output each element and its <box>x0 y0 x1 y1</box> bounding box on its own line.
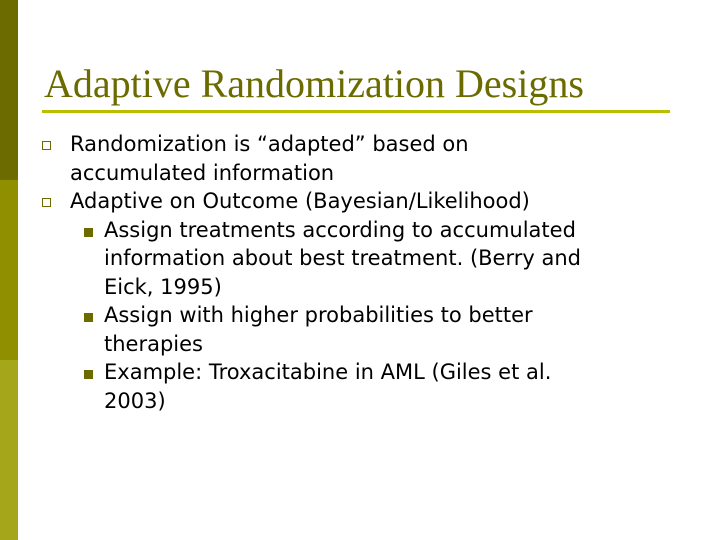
filled-square-bullet-icon <box>84 370 93 379</box>
sub-bullet-text: Assign treatments according to accumulated information about best treatment. (Berry and Eick, 1995) <box>104 217 581 299</box>
title-underline <box>42 110 670 113</box>
bullet-item <box>40 130 680 187</box>
sub-bullet-text: Assign with higher probabilities to better therapies <box>104 303 533 356</box>
sidebar-stripe-top <box>0 0 18 180</box>
bullet-text: Randomization is “adapted” based on accumulated information <box>70 132 469 185</box>
hollow-square-bullet-icon <box>42 141 51 150</box>
sub-bullet-text: Example: Troxacitabine in AML (Giles et al. 2003) <box>104 360 552 413</box>
sub-bullet-item <box>40 301 680 358</box>
filled-square-bullet-icon <box>84 228 93 237</box>
hollow-square-bullet-icon <box>42 198 51 207</box>
sub-bullet-item <box>40 216 680 302</box>
sub-bullet-item <box>40 358 680 415</box>
filled-square-bullet-icon <box>84 313 93 322</box>
bullet-text: Adaptive on Outcome (Bayesian/Likelihood) <box>70 189 530 213</box>
slide-content <box>40 130 680 415</box>
sidebar-stripe-bottom <box>0 360 18 540</box>
slide-title: Adaptive Randomization Designs <box>44 61 584 106</box>
bullet-item <box>40 187 680 216</box>
sidebar-stripe-middle <box>0 180 18 360</box>
